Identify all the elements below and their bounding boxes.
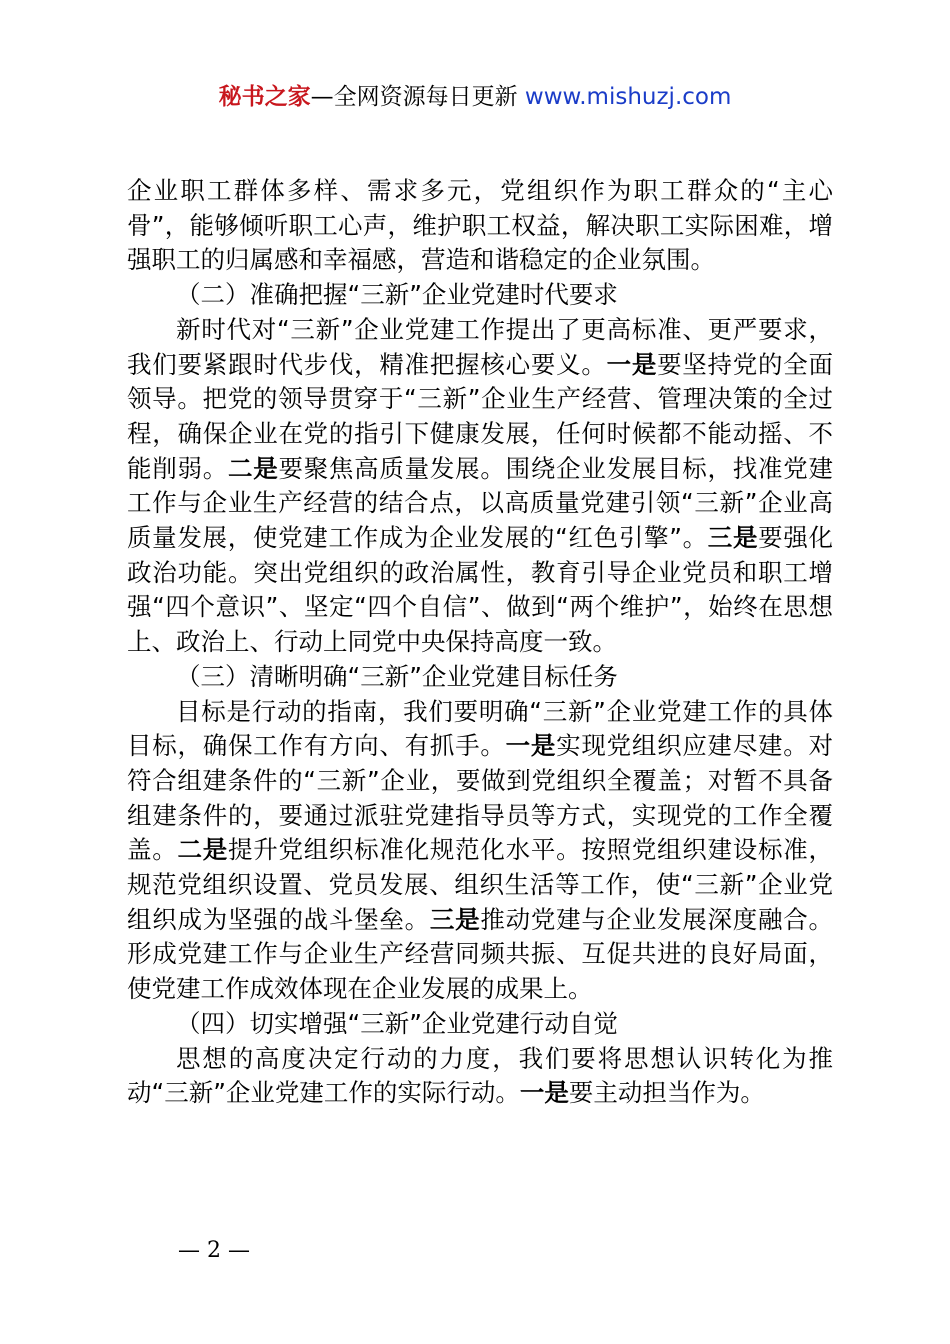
emphasis-marker: 三是 [707,523,759,553]
text-run: 要强化政治功能。突出党组织的政治属性，教育引导企业党员和职工增强“四个意识”、坚定“四个自信”、做到“两个维护”，始终在思想上、政治上、行动上同党中央保持高度一致。 [127,523,834,657]
paragraph [127,1042,833,1111]
site-url[interactable]: www.mishuzj.com [524,84,732,110]
text-run: （四）切实增强“三新”企业党建行动自觉 [176,1008,618,1038]
brand-name: 秘书之家 [218,84,311,110]
site-header [0,80,950,114]
paragraph [127,660,833,695]
emphasis-marker: 一是 [519,1078,569,1108]
text-run: 实现党组织应建尽建。对符合组建条件的“三新”企业，要做到党组织全覆盖；对暂不具备组建条件的，要通过派驻党建指导员等方式，实现党的工作全覆盖。 [127,731,834,865]
page-number: — 2 — [178,1238,250,1263]
emphasis-marker: 一是 [505,731,557,761]
text-run: 新时代对“三新”企业党建工作提出了更高标准、更严要求，我们要紧跟时代步伐，精准把握核心要义。 [127,314,833,379]
paragraph [127,1007,833,1042]
text-run: （三）清晰明确“三新”企业党建目标任务 [176,661,618,691]
header-slogan: —全网资源每日更新 [310,84,525,110]
emphasis-marker: 一是 [606,349,658,379]
paragraph [127,174,833,278]
text-run: 提升党组织标准化规范化水平。按照党组织建设标准，规范党组织设置、党员发展、组织生活等工作，使“三新”企业党组织成为坚强的战斗堡垒。 [127,835,834,934]
text-run: 要主动担当作为。 [568,1078,765,1108]
paragraph [127,278,833,313]
text-run: 企业职工群体多样、需求多元，党组织作为职工群众的“主心骨”，能够倾听职工心声，维护职工权益，解决职工实际困难，增强职工的归属感和幸福感，营造和谐稳定的企业氛围。 [127,176,833,275]
paragraph [127,695,833,1007]
text-run: 思想的高度决定行动的力度，我们要将思想认识转化为推动“三新”企业党建工作的实际行动。 [127,1043,833,1108]
text-run: 要坚持党的全面领导。把党的领导贯穿于“三新”企业生产经营、管理决策的全过程，确保企业在党的指引下健康发展，任何时候都不能动摇、不能削弱。 [127,349,834,483]
text-run: 推动党建与企业发展深度融合。形成党建工作与企业生产经营同频共振、互促共进的良好局面，使党建工作成效体现在企业发展的成果上。 [127,904,834,1004]
text-run: 目标是行动的指南，我们要明确“三新”企业党建工作的具体目标，确保工作有方向、有抓手。 [127,696,833,761]
text-run: （二）准确把握“三新”企业党建时代要求 [176,280,618,310]
document-body [127,174,833,1111]
text-run: 要聚焦高质量发展。围绕企业发展目标，找准党建工作与企业生产经营的结合点，以高质量党建引领“三新”企业高质量发展，使党建工作成为企业发展的“红色引擎”。 [127,453,834,553]
emphasis-marker: 二是 [227,453,279,483]
emphasis-marker: 二是 [177,835,228,865]
paragraph [127,313,833,660]
emphasis-marker: 三是 [429,904,481,934]
